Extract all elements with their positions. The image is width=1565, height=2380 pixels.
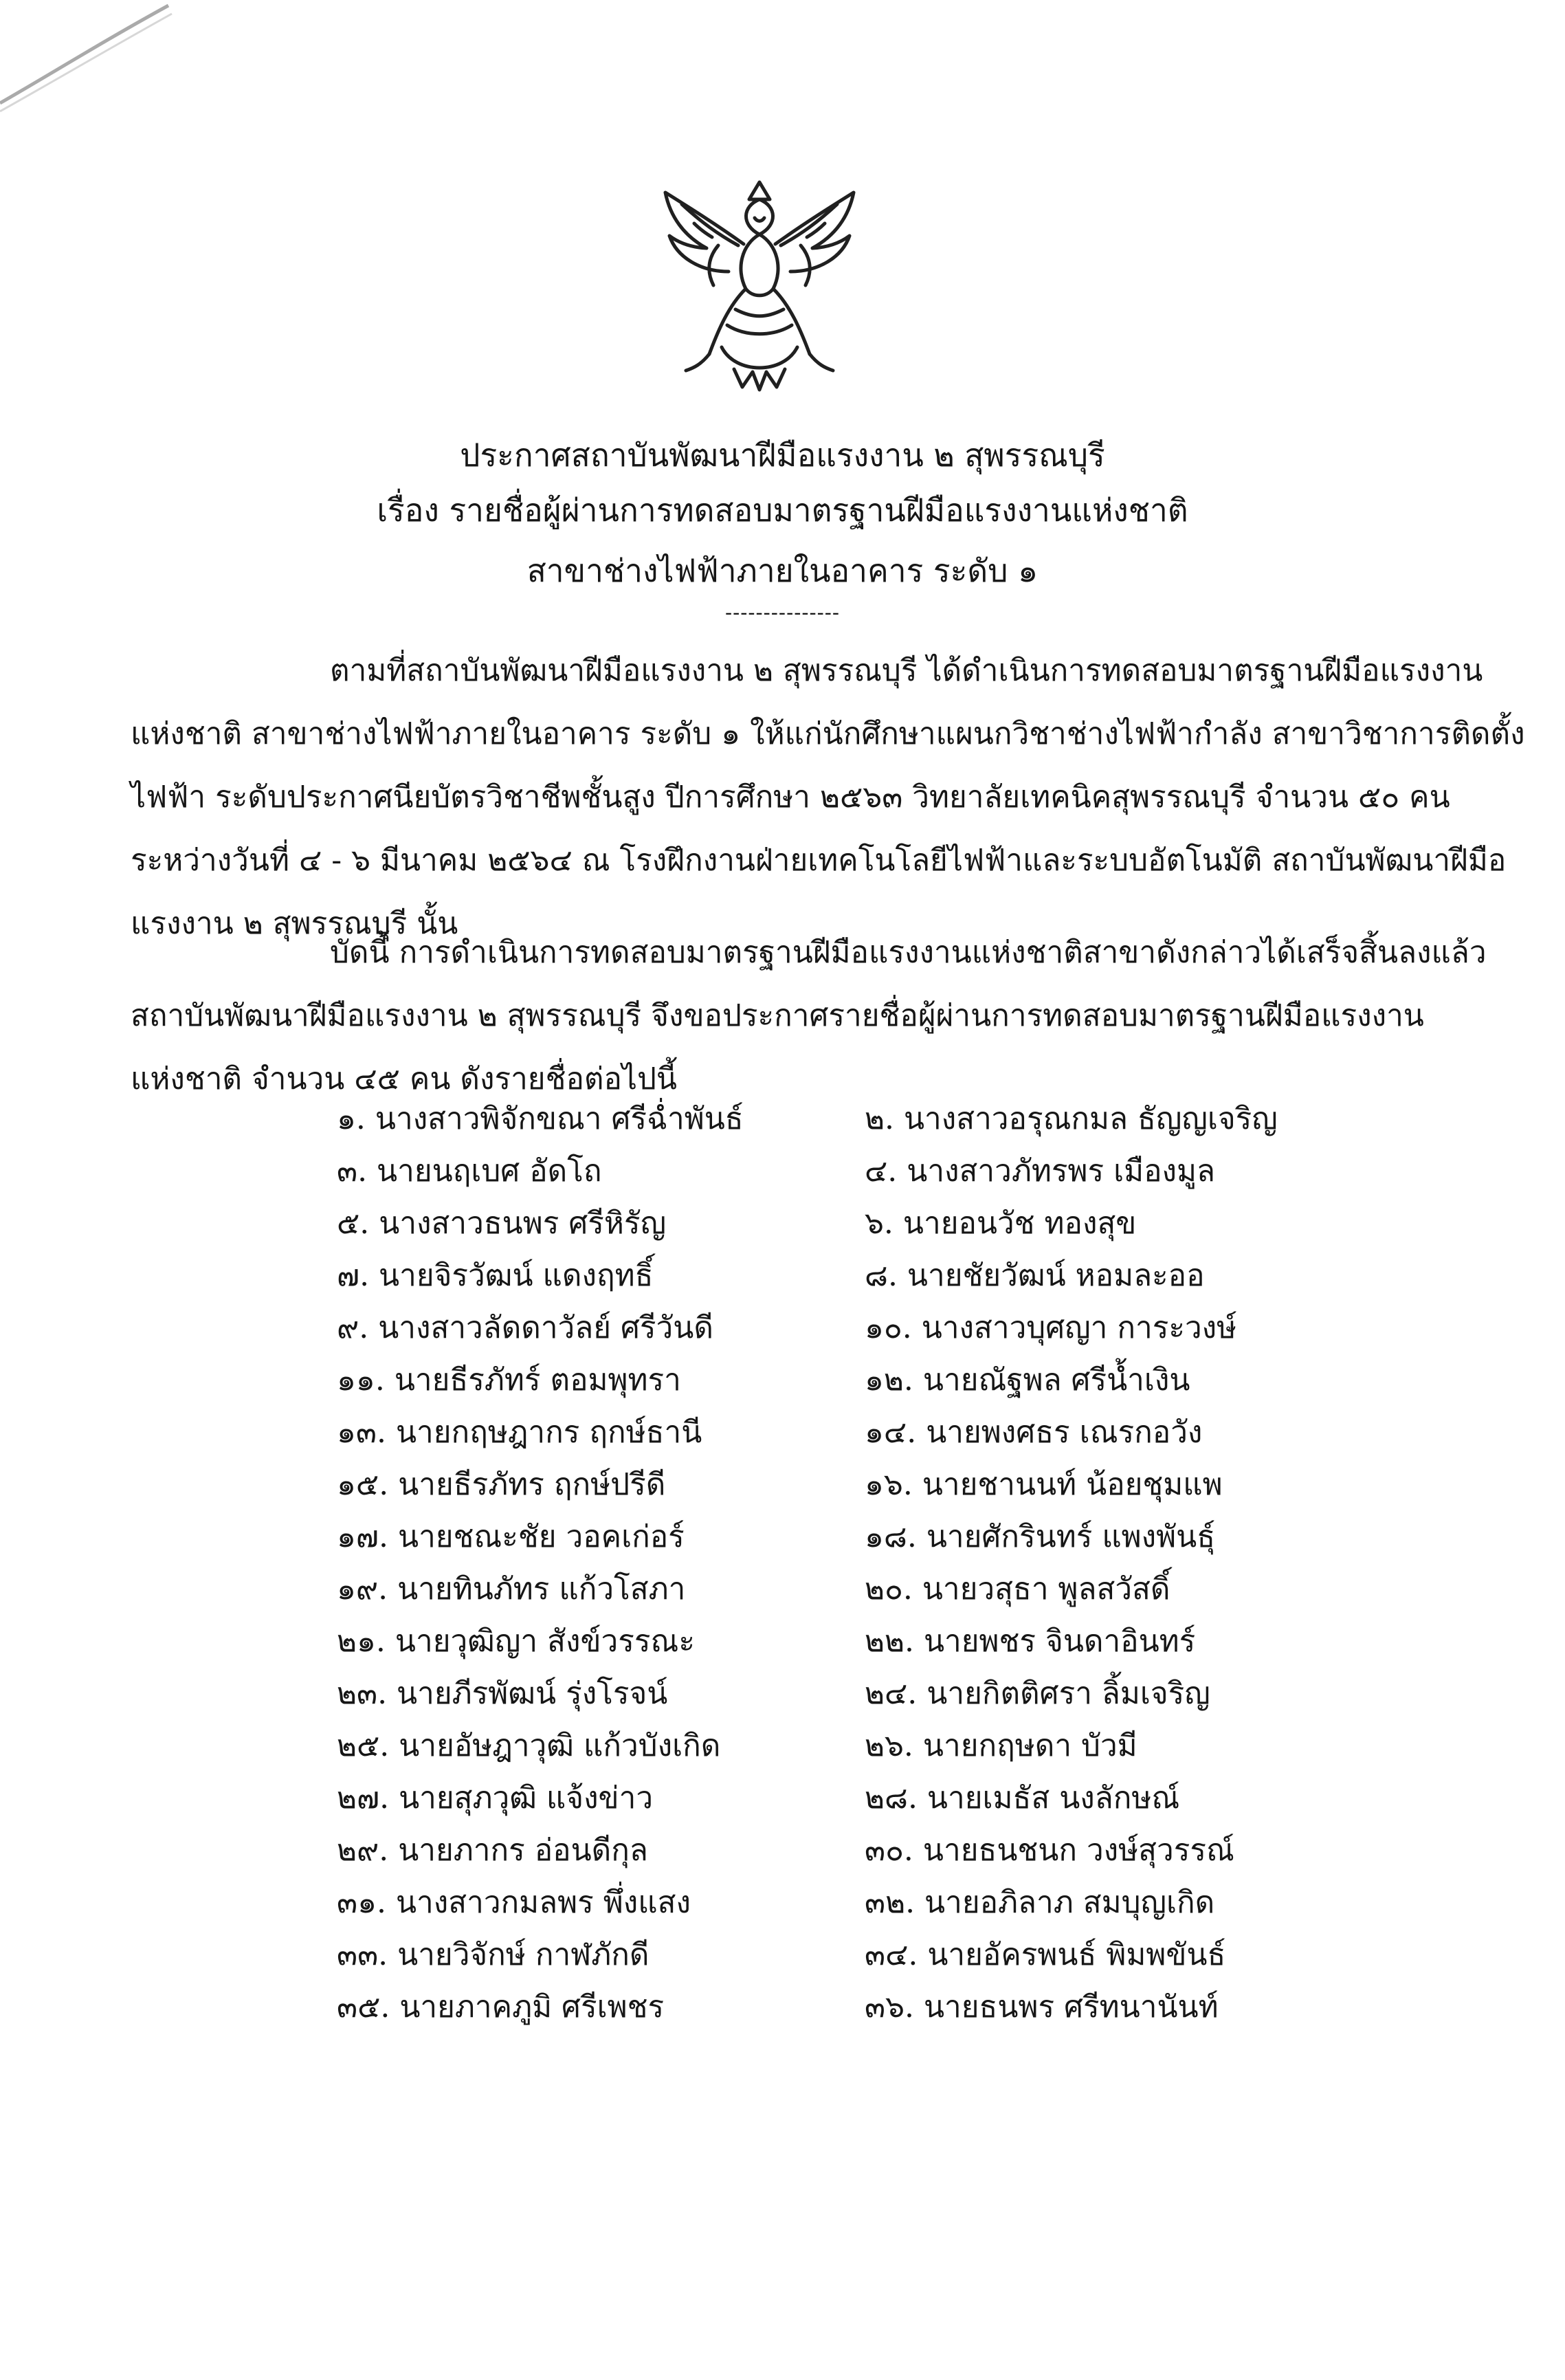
name-item: ๘. นายชัยวัฒน์ หอมละออ bbox=[865, 1258, 1205, 1293]
name-item: ๓๒. นายอภิลาภ สมบุญเกิด bbox=[865, 1885, 1215, 1920]
name-row bbox=[0, 1459, 1565, 1511]
name-item: ๒๒. นายพชร จินดาอินทร์ bbox=[865, 1624, 1196, 1659]
name-row bbox=[0, 1407, 1565, 1459]
name-item: ๑๑. นายธีรภัทร์ ตอมพุทรา bbox=[337, 1363, 681, 1398]
name-item: ๓๑. นางสาวกมลพร พึ่งแสง bbox=[337, 1885, 691, 1920]
name-row bbox=[0, 1877, 1565, 1929]
intro-line-2: แห่งชาติ สาขาช่างไฟฟ้าภายในอาคาร ระดับ ๑ ให้แก่นักศึกษาแผนกวิชาช่างไฟฟ้ากำลัง สาขาวิชาการติดตั้ง bbox=[131, 716, 1525, 751]
name-item: ๒๐. นายวสุธา พูลสวัสดิ์ bbox=[865, 1572, 1170, 1607]
name-row bbox=[0, 1145, 1565, 1198]
name-item: ๙. นางสาวลัดดาวัลย์ ศรีวันดี bbox=[337, 1310, 713, 1345]
intro-line-4: ระหว่างวันที่ ๔ - ๖ มีนาคม ๒๕๖๔ ณ โรงฝึกงานฝ่ายเทคโนโลยีไฟฟ้าและระบบอัตโนมัติ สถาบันพัฒนาฝีมือ bbox=[131, 843, 1507, 878]
result-line-3: แห่งชาติ จำนวน ๔๕ คน ดังรายชื่อต่อไปนี้ bbox=[131, 1061, 678, 1097]
name-row bbox=[0, 1720, 1565, 1772]
announcement-branch: สาขาช่างไฟฟ้าภายในอาคาร ระดับ ๑ bbox=[526, 552, 1039, 589]
name-row bbox=[0, 1929, 1565, 1981]
name-row bbox=[0, 1668, 1565, 1720]
name-item: ๑๒. นายณัฐพล ศรีน้ำเงิน bbox=[865, 1363, 1190, 1398]
name-item: ๓๖. นายธนพร ศรีทนานันท์ bbox=[865, 1990, 1219, 2025]
name-item: ๒. นางสาวอรุณกมล ธัญญเจริญ bbox=[865, 1101, 1278, 1136]
name-item: ๓๓. นายวิจักษ์ กาฬภักดี bbox=[337, 1937, 650, 1972]
name-item: ๑๐. นางสาวบุศญา การะวงษ์ bbox=[865, 1310, 1237, 1345]
name-item: ๓๕. นายภาคภูมิ ศรีเพชร bbox=[337, 1990, 665, 2025]
name-item: ๒๕. นายอัษฎาวุฒิ แก้วบังเกิด bbox=[337, 1728, 721, 1763]
name-row bbox=[0, 1825, 1565, 1877]
name-item: ๓๔. นายอัครพนธ์ พิมพขันธ์ bbox=[865, 1937, 1226, 1972]
name-item: ๑๔. นายพงศธร เณรกอวัง bbox=[865, 1415, 1203, 1450]
garuda-emblem-icon bbox=[653, 168, 866, 395]
name-item: ๓๐. นายธนชนก วงษ์สุวรรณ์ bbox=[865, 1833, 1234, 1868]
name-row bbox=[0, 1772, 1565, 1825]
name-row bbox=[0, 1616, 1565, 1668]
result-line-2: สถาบันพัฒนาฝีมือแรงงาน ๒ สุพรรณบุรี จึงขอประกาศรายชื่อผู้ผ่านการทดสอบมาตรฐานฝีมือแรงงาน bbox=[131, 998, 1424, 1033]
name-item: ๓. นายนฤเบศ อัดโถ bbox=[337, 1154, 602, 1189]
name-item: ๒๘. นายเมธัส นงลักษณ์ bbox=[865, 1781, 1180, 1816]
name-item: ๑๖. นายชานนท์ น้อยชุมแพ bbox=[865, 1467, 1223, 1502]
name-item: ๖. นายอนวัช ทองสุข bbox=[865, 1206, 1137, 1241]
name-item: ๕. นางสาวธนพร ศรีหิรัญ bbox=[337, 1206, 667, 1241]
name-row bbox=[0, 1093, 1565, 1145]
name-item: ๒๓. นายภีรพัฒน์ รุ่งโรจน์ bbox=[337, 1676, 668, 1711]
name-item: ๒๙. นายภากร อ่อนดีกุล bbox=[337, 1833, 648, 1868]
name-item: ๑๙. นายทินภัทร แก้วโสภา bbox=[337, 1572, 686, 1607]
intro-line-5: แรงงาน ๒ สุพรรณบุรี นั้น bbox=[131, 906, 458, 941]
announcement-title: ประกาศสถาบันพัฒนาฝีมือแรงงาน ๒ สุพรรณบุรี bbox=[460, 437, 1105, 474]
name-item: ๑. นางสาวพิจักขณา ศรีฉ่ำพันธ์ bbox=[337, 1101, 744, 1136]
name-item: ๒๑. นายวุฒิญา สังข์วรรณะ bbox=[337, 1624, 695, 1659]
name-item: ๒๗. นายสุภวุฒิ แจ้งข่าว bbox=[337, 1781, 654, 1816]
name-item: ๑๕. นายธีรภัทร ฤกษ์ปรีดี bbox=[337, 1467, 666, 1502]
intro-paragraph bbox=[131, 639, 1525, 956]
name-row bbox=[0, 1250, 1565, 1302]
result-paragraph bbox=[131, 921, 1487, 1111]
name-item: ๒๖. นายกฤษดา บัวมี bbox=[865, 1728, 1137, 1763]
name-item: ๗. นายจิรวัฒน์ แดงฤทธิ์ bbox=[337, 1258, 654, 1293]
title-divider: --------------- bbox=[724, 601, 841, 625]
name-row bbox=[0, 1511, 1565, 1563]
name-row bbox=[0, 1302, 1565, 1354]
name-item: ๑๓. นายกฤษฎากร ฤกษ์ธานี bbox=[337, 1415, 702, 1450]
name-row bbox=[0, 1563, 1565, 1616]
name-item: ๒๔. นายกิตติศรา ลิ้มเจริญ bbox=[865, 1676, 1210, 1711]
name-row bbox=[0, 1354, 1565, 1407]
name-item: ๔. นางสาวภัทรพร เมืองมูล bbox=[865, 1154, 1215, 1189]
scan-fold-mark bbox=[0, 0, 179, 124]
intro-line-3: ไฟฟ้า ระดับประกาศนียบัตรวิชาชีพชั้นสูง ปีการศึกษา ๒๕๖๓ วิทยาลัยเทคนิคสุพรรณบุรี จำนวน ๕๐ คน bbox=[131, 780, 1450, 815]
name-row bbox=[0, 1198, 1565, 1250]
name-item: ๑๘. นายศักรินทร์ แพงพันธุ์ bbox=[865, 1519, 1216, 1554]
name-row bbox=[0, 1981, 1565, 2034]
result-line-1: บัดนี้ การดำเนินการทดสอบมาตรฐานฝีมือแรงงานแห่งชาติสาขาดังกล่าวได้เสร็จสิ้นลงแล้ว bbox=[330, 935, 1487, 970]
name-item: ๑๗. นายชณะชัย วอคเก่อร์ bbox=[337, 1519, 685, 1554]
announcement-subject: เรื่อง รายชื่อผู้ผ่านการทดสอบมาตรฐานฝีมือแรงงานแห่งชาติ bbox=[377, 492, 1188, 529]
intro-line-1: ตามที่สถาบันพัฒนาฝีมือแรงงาน ๒ สุพรรณบุรี ได้ดำเนินการทดสอบมาตรฐานฝีมือแรงงาน bbox=[330, 653, 1483, 688]
